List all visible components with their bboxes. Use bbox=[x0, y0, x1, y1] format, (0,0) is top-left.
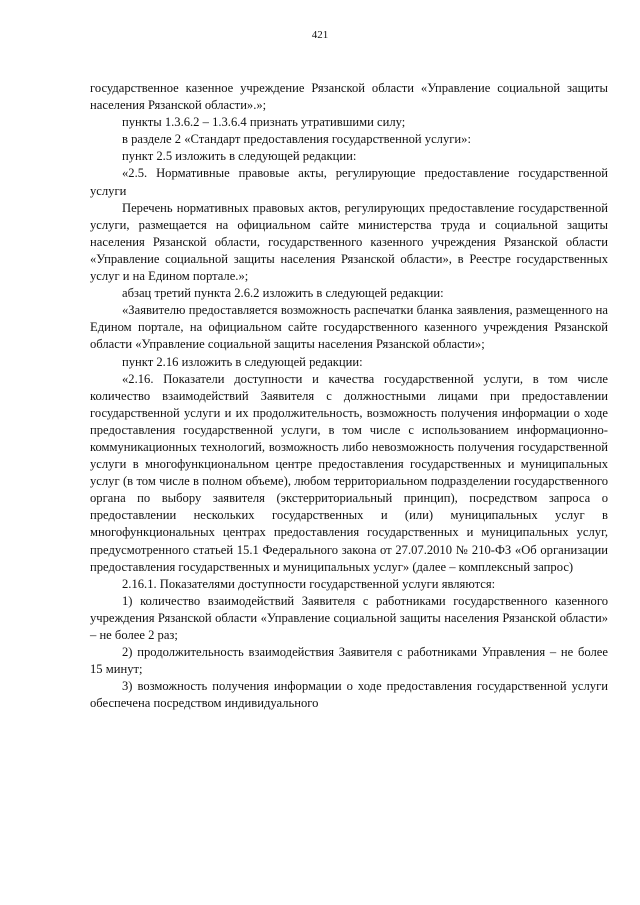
paragraph: «Заявителю предоставляется возможность распечатки бланка заявления, размещенного на Едином портале, на официальном сайте государственного казенного учреждения Рязанской области «Управление социальной защиты населения Рязанской области»; bbox=[90, 303, 608, 352]
paragraph: 1) количество взаимодействий Заявителя с работниками государственного казенного учреждения Рязанской области «Управление социальной защиты населения Рязанской области» – не более 2 раз; bbox=[90, 593, 608, 642]
paragraph: пункты 1.3.6.2 – 1.3.6.4 признать утратившими силу; bbox=[122, 115, 406, 130]
page-number: 421 bbox=[311, 29, 329, 41]
paragraph: государственное казенное учреждение Рязанской области «Управление социальной защиты населения Рязанской области».»; bbox=[90, 81, 608, 113]
paragraph: «2.5. Нормативные правовые акты, регулирующие предоставление государственной услуги bbox=[90, 166, 608, 198]
paragraph: 3) возможность получения информации о ходе предоставления государственной услуги обеспечена посредством индивидуального bbox=[90, 679, 608, 711]
paragraph: 2.16.1. Показателями доступности государственной услуги являются: bbox=[122, 576, 496, 591]
paragraph: в разделе 2 «Стандарт предоставления государственной услуги»: bbox=[122, 132, 471, 147]
paragraph: пункт 2.5 изложить в следующей редакции: bbox=[122, 149, 357, 164]
paragraph: Перечень нормативных правовых актов, регулирующих предоставление государственной услуги, размещается на официальном сайте министерства труда и социальной защиты населения Рязанской области, государственного казенного учреждения Рязанской области «Управление социальной защиты населения Рязанской области», в Реестре государственных услуг и на Едином портале.»; bbox=[90, 200, 608, 284]
paragraph: 2) продолжительность взаимодействия Заявителя с работниками Управления – не более 15 минут; bbox=[90, 645, 608, 677]
paragraph: «2.16. Показатели доступности и качества государственной услуги, в том числе количество взаимодействий Заявителя с должностными лицами при предоставлении государственной услуги и их продолжительность, возможность получения информации о ходе предоставления государственной услуги, в том числе с использованием информационно-коммуникационных технологий, возможность либо невозможность получения государственной услуги в многофункциональном центре предоставления государственных и муниципальных услуг (в том числе в полном объеме), любом территориальном подразделении государственного органа по выбору заявителя (экстерриториальный принцип), посредством запроса о предоставлении нескольких государственных и (или) муниципальных услуг в многофункциональных центрах предоставления государственных и муниципальных услуг, предусмотренного статьей 15.1 Федерального закона от 27.07.2010 № 210-ФЗ «Об организации предоставления государственных и муниципальных услуг» (далее – комплексный запрос) bbox=[90, 371, 608, 574]
paragraph: пункт 2.16 изложить в следующей редакции: bbox=[122, 354, 363, 369]
document-body bbox=[90, 80, 608, 712]
paragraph: абзац третий пункта 2.6.2 изложить в следующей редакции: bbox=[122, 286, 444, 301]
